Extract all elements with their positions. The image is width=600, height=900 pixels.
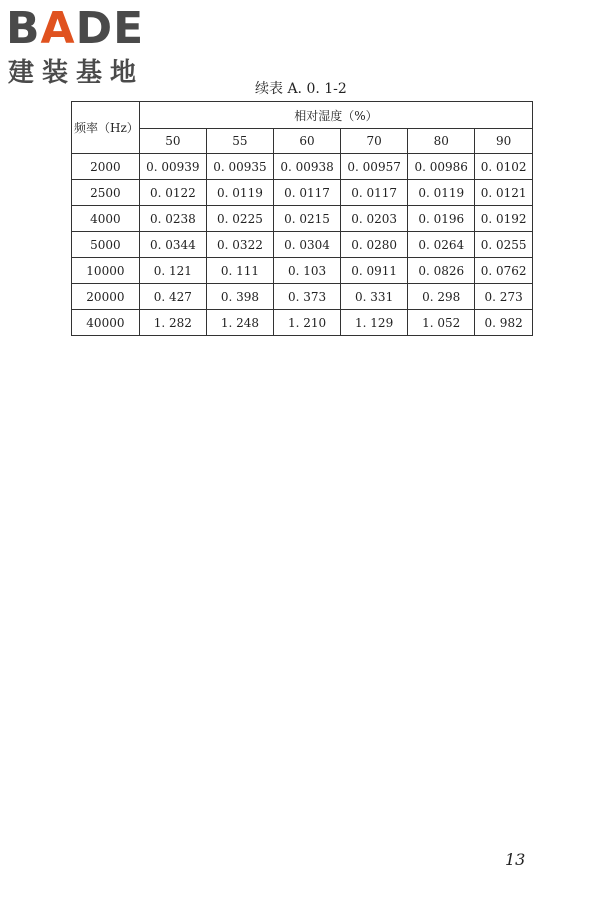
table-row xyxy=(72,180,533,206)
table-cell: 1. 129 xyxy=(341,310,408,336)
logo-letter-a-accent: A xyxy=(40,3,76,54)
frequency-column-header: 频率（Hz） xyxy=(72,102,140,154)
table-cell: 0. 0121 xyxy=(475,180,533,206)
table-row xyxy=(72,258,533,284)
table-cell: 0. 00957 xyxy=(341,154,408,180)
logo-wordmark xyxy=(6,4,144,54)
table-title: 续表 A. 0. 1-2 xyxy=(255,81,347,97)
table-cell: 0. 00939 xyxy=(139,154,206,180)
table-cell: 0. 0238 xyxy=(139,206,206,232)
table-cell: 0. 0911 xyxy=(341,258,408,284)
logo-subtitle: 建装基地 xyxy=(8,58,145,88)
table-cell: 0. 298 xyxy=(408,284,475,310)
humidity-column-header: 55 xyxy=(206,129,273,154)
table-cell: 0. 0117 xyxy=(273,180,340,206)
table-cell: 0. 0762 xyxy=(475,258,533,284)
humidity-column-header: 90 xyxy=(475,129,533,154)
table-cell: 0. 0264 xyxy=(408,232,475,258)
table-cell: 0. 427 xyxy=(139,284,206,310)
logo-letter-b: B xyxy=(6,3,41,54)
table-cell: 0. 0117 xyxy=(341,180,408,206)
humidity-column-header: 60 xyxy=(273,129,340,154)
table-cell: 0. 0322 xyxy=(206,232,273,258)
frequency-cell: 2500 xyxy=(72,180,140,206)
table-cell: 0. 0192 xyxy=(475,206,533,232)
table-row xyxy=(72,206,533,232)
table-cell: 0. 0203 xyxy=(341,206,408,232)
table-cell: 0. 0102 xyxy=(475,154,533,180)
brand-logo xyxy=(6,4,176,90)
frequency-cell: 40000 xyxy=(72,310,140,336)
table-cell: 0. 0122 xyxy=(139,180,206,206)
page-number: 13 xyxy=(505,850,526,869)
table-cell: 0. 111 xyxy=(206,258,273,284)
humidity-column-header: 80 xyxy=(408,129,475,154)
table-cell: 0. 0304 xyxy=(273,232,340,258)
table-cell: 0. 00935 xyxy=(206,154,273,180)
table-cell: 0. 273 xyxy=(475,284,533,310)
table-header-row-group xyxy=(72,102,533,129)
table-row xyxy=(72,310,533,336)
table-cell: 0. 0225 xyxy=(206,206,273,232)
table-cell: 1. 052 xyxy=(408,310,475,336)
frequency-cell: 2000 xyxy=(72,154,140,180)
table-cell: 0. 373 xyxy=(273,284,340,310)
frequency-cell: 20000 xyxy=(72,284,140,310)
table-row xyxy=(72,284,533,310)
table-row xyxy=(72,154,533,180)
absorption-table xyxy=(71,101,533,336)
table-cell: 0. 0119 xyxy=(408,180,475,206)
table-cell: 0. 0826 xyxy=(408,258,475,284)
table-header-row-humidity xyxy=(72,129,533,154)
table-cell: 0. 0344 xyxy=(139,232,206,258)
table-cell: 1. 282 xyxy=(139,310,206,336)
table-row xyxy=(72,232,533,258)
table-cell: 0. 121 xyxy=(139,258,206,284)
frequency-cell: 10000 xyxy=(72,258,140,284)
table-cell: 0. 0196 xyxy=(408,206,475,232)
table-cell: 0. 398 xyxy=(206,284,273,310)
table-cell: 0. 00938 xyxy=(273,154,340,180)
table-cell: 0. 103 xyxy=(273,258,340,284)
humidity-column-header: 70 xyxy=(341,129,408,154)
table-cell: 0. 331 xyxy=(341,284,408,310)
table-cell: 0. 0215 xyxy=(273,206,340,232)
table-cell: 0. 0119 xyxy=(206,180,273,206)
table-cell: 1. 248 xyxy=(206,310,273,336)
table-cell: 0. 00986 xyxy=(408,154,475,180)
logo-letters-de: DE xyxy=(75,3,145,54)
frequency-cell: 4000 xyxy=(72,206,140,232)
humidity-column-header: 50 xyxy=(139,129,206,154)
table-cell: 0. 0280 xyxy=(341,232,408,258)
humidity-group-header: 相对湿度（%） xyxy=(139,102,532,129)
table-cell: 0. 982 xyxy=(475,310,533,336)
table-cell: 0. 0255 xyxy=(475,232,533,258)
frequency-cell: 5000 xyxy=(72,232,140,258)
table-cell: 1. 210 xyxy=(273,310,340,336)
